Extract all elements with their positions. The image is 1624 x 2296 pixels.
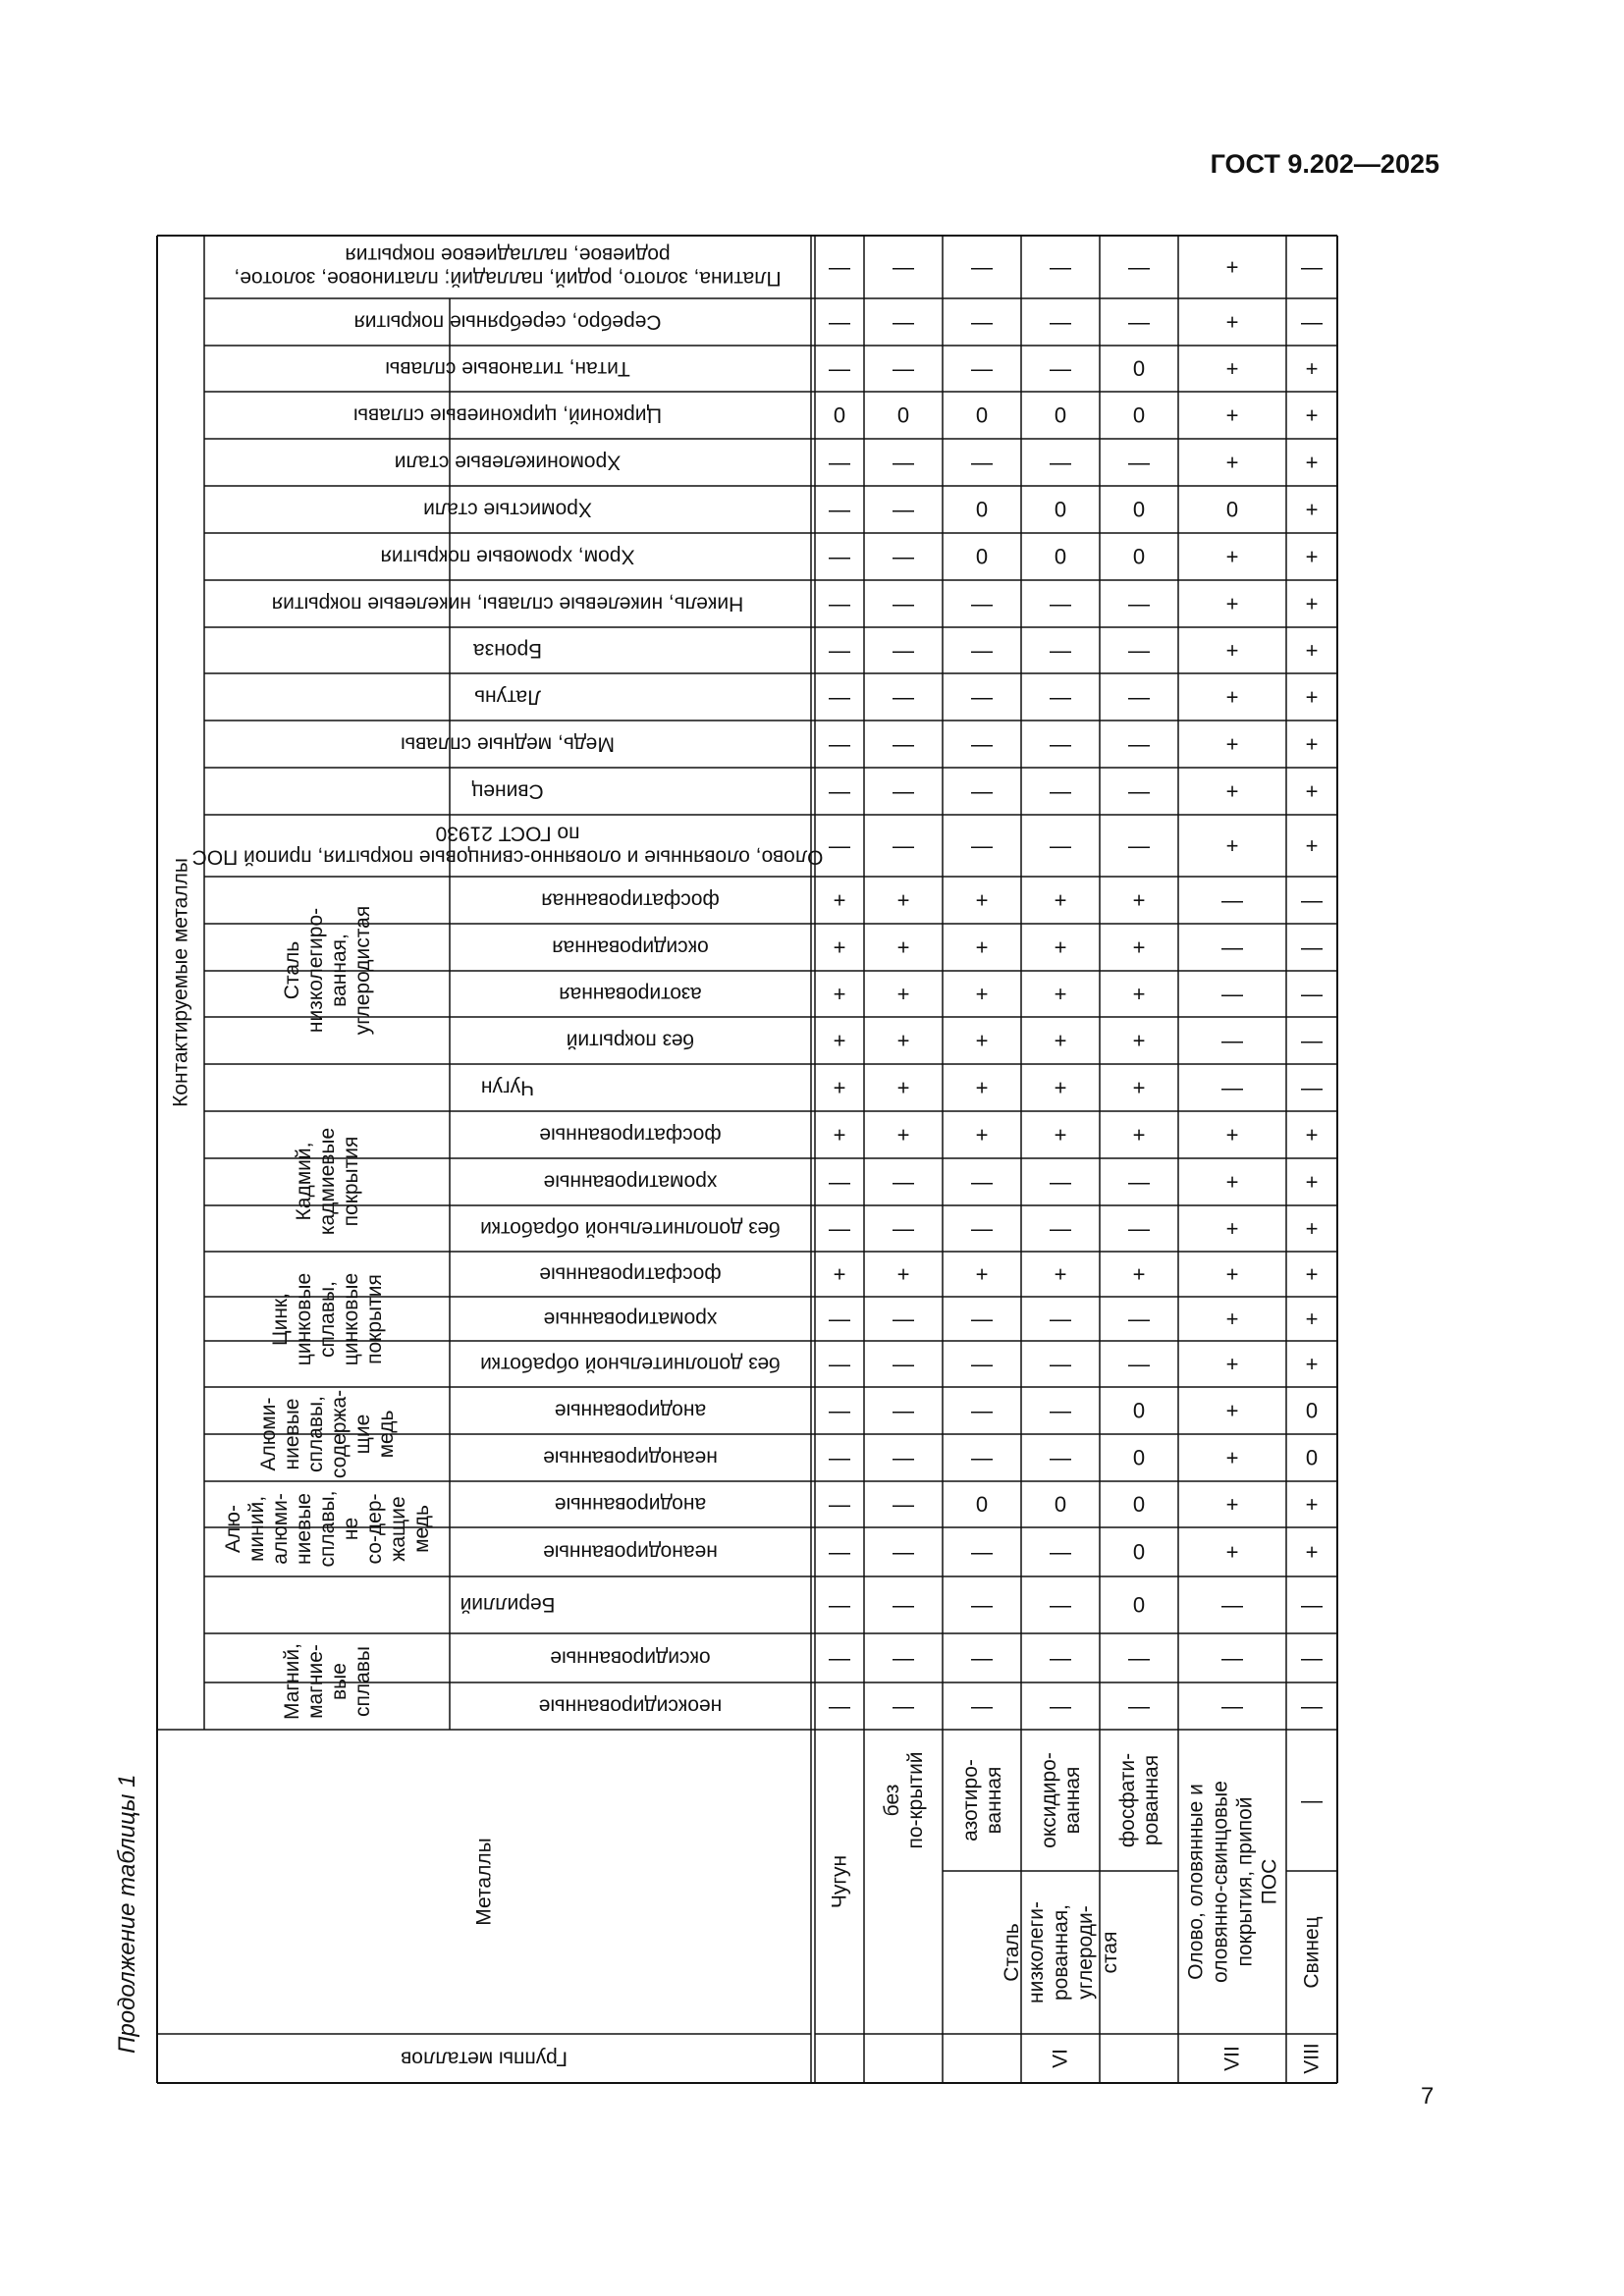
cell-value: + <box>833 1122 846 1148</box>
cell-value: + <box>1225 684 1239 710</box>
column-group-label: Хромистые стали <box>423 498 592 521</box>
cell-value: — <box>1050 1352 1071 1376</box>
cell-value: 0 <box>1225 497 1239 522</box>
column-group-label: Бронза <box>472 639 543 662</box>
cell-value: — <box>829 356 850 381</box>
cell-value: + <box>1132 887 1146 913</box>
cell-value: + <box>1225 1445 1239 1470</box>
cell-value: + <box>1305 591 1319 616</box>
cell-value: — <box>1128 309 1150 335</box>
cell-value: — <box>829 1307 850 1331</box>
cell-value: — <box>1050 1307 1071 1331</box>
cell-value: — <box>1128 731 1150 757</box>
cell-value: — <box>1050 591 1071 616</box>
cell-value: — <box>829 309 850 335</box>
cell-value: — <box>1128 1352 1150 1376</box>
cell-value: + <box>833 1028 846 1053</box>
cell-value: + <box>833 934 846 960</box>
column-group-label: Олово, оловянные и оловянно-свинцовые покрытия, припой ПОСпо ГОСТ 21930 <box>191 822 824 869</box>
cell-value: + <box>1305 638 1319 663</box>
cell-value: — <box>971 833 993 858</box>
cell-value: — <box>1301 1693 1323 1719</box>
cell-value: — <box>971 254 993 280</box>
cell-value: — <box>1221 1592 1243 1618</box>
cell-value: — <box>893 1693 914 1719</box>
column-sub-label: азотированная <box>559 983 702 1005</box>
cell-value: — <box>1128 778 1150 804</box>
cell-value: + <box>975 1261 989 1287</box>
cell-value: + <box>1305 497 1319 522</box>
cell-value: — <box>1128 1216 1150 1241</box>
cell-value: — <box>971 1592 993 1618</box>
cell-value: — <box>893 638 914 663</box>
row-metal-label: Чугун <box>828 1854 851 1909</box>
column-sub-label: оксидированная <box>552 935 709 959</box>
row-sub-label: — <box>1301 1788 1323 1813</box>
cell-value: — <box>1128 254 1150 280</box>
cell-value: — <box>893 1216 914 1241</box>
cell-value: + <box>1225 356 1239 381</box>
cell-value: — <box>971 638 993 663</box>
cell-value: — <box>971 1307 993 1331</box>
cell-value: — <box>829 591 850 616</box>
cell-value: — <box>893 1592 914 1618</box>
cell-value: + <box>896 1122 910 1148</box>
cell-value: — <box>1221 1028 1243 1053</box>
cell-value: + <box>1132 1028 1146 1053</box>
cell-value: + <box>1225 833 1239 858</box>
cell-value: — <box>1301 1028 1323 1053</box>
cell-value: — <box>829 1445 850 1470</box>
cell-value: + <box>1225 1307 1239 1331</box>
cell-value: + <box>975 1028 989 1053</box>
cell-value: — <box>1128 833 1150 858</box>
cell-value: + <box>1225 638 1239 663</box>
cell-value: — <box>971 731 993 757</box>
cell-value: 0 <box>975 1492 989 1517</box>
column-sub-label: без дополнительной обработки <box>480 1217 781 1240</box>
cell-value: + <box>975 982 989 1006</box>
cell-value: 0 <box>896 402 910 428</box>
cell-value: + <box>1225 591 1239 616</box>
cell-value: — <box>1301 1645 1323 1671</box>
cell-value: — <box>893 450 914 475</box>
cell-value: + <box>1305 1352 1319 1376</box>
cell-value: 0 <box>1132 1398 1146 1423</box>
cell-value: — <box>971 1693 993 1719</box>
cell-value: — <box>829 731 850 757</box>
cell-value: — <box>1050 638 1071 663</box>
cell-value: — <box>1050 1445 1071 1470</box>
cell-value: + <box>1132 1075 1146 1100</box>
cell-value: — <box>893 497 914 522</box>
cell-value: + <box>1225 309 1239 335</box>
cell-value: + <box>1054 1122 1067 1148</box>
cell-value: — <box>829 684 850 710</box>
cell-value: + <box>1132 934 1146 960</box>
cell-value: — <box>971 450 993 475</box>
cell-value: — <box>971 591 993 616</box>
column-sub-label: неоксидированные <box>538 1694 723 1718</box>
cell-value: + <box>1225 450 1239 475</box>
cell-value: + <box>1225 1169 1239 1195</box>
cell-value: + <box>896 887 910 913</box>
cell-value: — <box>1221 887 1243 913</box>
cell-value: — <box>971 1352 993 1376</box>
cell-value: 0 <box>1132 544 1146 569</box>
cell-value: 0 <box>1132 402 1146 428</box>
cell-value: — <box>1050 1216 1071 1241</box>
cell-value: + <box>1225 1539 1239 1565</box>
column-sub-label: анодированные <box>554 1399 707 1422</box>
cell-value: — <box>1221 1075 1243 1100</box>
cell-value: — <box>829 1398 850 1423</box>
cell-value: — <box>971 1398 993 1423</box>
cell-value: + <box>975 934 989 960</box>
cell-value: — <box>1301 254 1323 280</box>
cell-value: + <box>975 1122 989 1148</box>
cell-value: + <box>1225 1216 1239 1241</box>
cell-value: + <box>1305 402 1319 428</box>
cell-value: — <box>1050 1693 1071 1719</box>
column-group-label: Алю-миний,алюми-ниевыесплавы,несо-дер-жащиемедь <box>222 1490 433 1568</box>
cell-value: + <box>1225 1122 1239 1148</box>
cell-value: — <box>829 497 850 522</box>
column-sub-label: неанодированные <box>543 1446 718 1469</box>
column-group-label: Цирконий, циркониевые сплавы <box>352 403 663 427</box>
cell-value: + <box>1054 1261 1067 1287</box>
column-sub-label: анодированные <box>554 1493 707 1516</box>
cell-value: — <box>829 1592 850 1618</box>
cell-value: + <box>1054 1075 1067 1100</box>
cell-value: — <box>1050 1539 1071 1565</box>
column-group-label: Цинк,цинковыесплавы,цинковыепокрытия <box>269 1272 386 1366</box>
cell-value: + <box>833 1075 846 1100</box>
cell-value: — <box>829 638 850 663</box>
column-sub-label: неанодированные <box>543 1540 718 1564</box>
cell-value: — <box>893 1398 914 1423</box>
cell-value: — <box>1128 450 1150 475</box>
column-group-label: Серебро, серебряные покрытия <box>353 310 662 334</box>
column-sub-label: фосфатированные <box>539 1262 722 1286</box>
cell-value: — <box>1050 450 1071 475</box>
group-number: VIII <box>1300 2043 1324 2074</box>
cell-value: — <box>1128 684 1150 710</box>
cell-value: — <box>1050 356 1071 381</box>
cell-value: — <box>893 1169 914 1195</box>
cell-value: — <box>1050 833 1071 858</box>
cell-value: — <box>829 544 850 569</box>
cell-value: + <box>1132 1122 1146 1148</box>
row-sub-label: оксидиро-ванная <box>1038 1752 1084 1848</box>
cell-value: + <box>1225 402 1239 428</box>
column-sub-label: оксидированные <box>550 1646 711 1670</box>
cell-value: + <box>1305 778 1319 804</box>
cell-value: — <box>1301 982 1323 1006</box>
column-group-label: Кадмий,кадмиевыепокрытия <box>293 1127 362 1236</box>
cell-value: + <box>1225 778 1239 804</box>
column-sub-label: фосфатированные <box>539 1123 722 1147</box>
cell-value: + <box>833 1261 846 1287</box>
cell-value: + <box>1305 1492 1319 1517</box>
cell-value: — <box>893 1307 914 1331</box>
cell-value: + <box>1305 684 1319 710</box>
cell-value: + <box>1305 1122 1319 1148</box>
cell-value: — <box>1050 254 1071 280</box>
cell-value: — <box>971 1216 993 1241</box>
cell-value: — <box>971 1539 993 1565</box>
column-group-label: Хромоникелевые стали <box>394 451 622 474</box>
row-sub-label: фосфати-рованная <box>1116 1752 1163 1848</box>
column-group-label: Хром, хромовые покрытия <box>380 545 635 568</box>
cell-value: + <box>896 1261 910 1287</box>
cell-value: — <box>893 309 914 335</box>
cell-value: + <box>1305 1216 1319 1241</box>
cell-value: — <box>893 1445 914 1470</box>
column-group-label: Свинец <box>471 779 544 803</box>
cell-value: 0 <box>1305 1445 1319 1470</box>
row-sub-label: азотиро-ванная <box>959 1759 1005 1842</box>
cell-value: — <box>829 1169 850 1195</box>
cell-value: 0 <box>1132 1492 1146 1517</box>
cell-value: — <box>1301 887 1323 913</box>
cell-value: + <box>1305 833 1319 858</box>
cell-value: 0 <box>1054 497 1067 522</box>
column-group-label: Латунь <box>474 685 541 709</box>
cell-value: + <box>896 1075 910 1100</box>
cell-value: 0 <box>1132 1592 1146 1618</box>
cell-value: — <box>893 1645 914 1671</box>
cell-value: — <box>893 1352 914 1376</box>
corner-metals-label: Металлы <box>472 1838 496 1926</box>
cell-value: 0 <box>975 402 989 428</box>
column-group-label: Титан, титановые сплавы <box>385 357 630 380</box>
cell-value: 0 <box>1132 1445 1146 1470</box>
cell-value: — <box>1221 1645 1243 1671</box>
cell-value: + <box>1225 1398 1239 1423</box>
cell-value: + <box>1132 1261 1146 1287</box>
cell-value: — <box>893 1539 914 1565</box>
cell-value: — <box>1050 1169 1071 1195</box>
cell-value: — <box>893 356 914 381</box>
cell-value: + <box>1305 1169 1319 1195</box>
cell-value: + <box>1054 934 1067 960</box>
cell-value: — <box>971 1445 993 1470</box>
cell-value: — <box>971 309 993 335</box>
cell-value: — <box>829 1216 850 1241</box>
cell-value: — <box>971 1645 993 1671</box>
cell-value: 0 <box>1054 1492 1067 1517</box>
cell-value: + <box>1305 1539 1319 1565</box>
cell-value: — <box>829 254 850 280</box>
cell-value: + <box>1054 1028 1067 1053</box>
column-group-label: Никель, никелевые сплавы, никелевые покрытия <box>271 592 744 615</box>
cell-value: — <box>1301 309 1323 335</box>
cell-value: — <box>1128 591 1150 616</box>
cell-value: — <box>1050 684 1071 710</box>
cell-value: — <box>971 356 993 381</box>
cell-value: + <box>1132 982 1146 1006</box>
cell-value: — <box>893 778 914 804</box>
cell-value: — <box>1128 638 1150 663</box>
column-sub-label: без покрытий <box>566 1029 695 1052</box>
column-group-label: Алюми-ниевыесплавы,содержа-щиемедь <box>257 1389 398 1479</box>
cell-value: — <box>1050 1645 1071 1671</box>
cell-value: + <box>1225 1492 1239 1517</box>
cell-value: + <box>1225 1352 1239 1376</box>
row-metal-label: Стальнизколеги-рованная,углероди-стая <box>1001 1901 1121 2003</box>
column-sub-label: без дополнительной обработки <box>480 1353 781 1375</box>
column-group-label: Чугун <box>480 1076 535 1099</box>
cell-value: — <box>829 1693 850 1719</box>
cell-value: 0 <box>833 402 846 428</box>
cell-value: — <box>1050 1592 1071 1618</box>
cell-value: + <box>896 934 910 960</box>
cell-value: + <box>975 1075 989 1100</box>
cell-value: — <box>1050 1398 1071 1423</box>
cell-value: + <box>833 982 846 1006</box>
cell-value: + <box>1305 731 1319 757</box>
cell-value: 0 <box>1305 1398 1319 1423</box>
cell-value: — <box>1301 1592 1323 1618</box>
corner-groups-label: Группы металлов <box>401 2047 568 2070</box>
cell-value: — <box>971 1169 993 1195</box>
column-group-label: Платина, золото, родий, палладий; платиновое, золотое,родиевое, палладиевое покрытия <box>234 243 782 290</box>
column-sub-label: фосфатированная <box>541 888 720 912</box>
row-sub-label: безпо-крытий <box>881 1751 927 1849</box>
column-group-label: Медь, медные сплавы <box>401 732 615 756</box>
table-caption-text: Продолжение таблицы 1 <box>114 1774 140 2054</box>
column-group-label: Магний,магние-выесплавы <box>281 1643 374 1720</box>
cell-value: — <box>1301 934 1323 960</box>
cell-value: + <box>896 1028 910 1053</box>
cell-value: 0 <box>1054 544 1067 569</box>
cell-value: + <box>1225 1261 1239 1287</box>
cell-value: 0 <box>975 497 989 522</box>
cell-value: + <box>975 887 989 913</box>
cell-value: + <box>1305 356 1319 381</box>
cell-value: + <box>1305 1261 1319 1287</box>
column-group-label: Стальнизколегиро-ванная,углеродистая <box>281 905 374 1036</box>
cell-value: — <box>1221 1693 1243 1719</box>
cell-value: — <box>893 254 914 280</box>
cell-value: 0 <box>1132 497 1146 522</box>
cell-value: — <box>1050 731 1071 757</box>
cell-value: — <box>893 833 914 858</box>
cell-value: 0 <box>1054 402 1067 428</box>
cell-value: 0 <box>1132 356 1146 381</box>
cell-value: + <box>1305 450 1319 475</box>
cell-value: + <box>1054 887 1067 913</box>
cell-value: — <box>1128 1645 1150 1671</box>
column-sub-label: хроматированные <box>543 1308 718 1330</box>
document-id: ГОСТ 9.202—2025 <box>1210 149 1439 179</box>
cell-value: + <box>1305 544 1319 569</box>
cell-value: — <box>829 1352 850 1376</box>
cell-value: + <box>833 887 846 913</box>
cell-value: — <box>1221 934 1243 960</box>
cell-value: — <box>1128 1307 1150 1331</box>
cell-value: — <box>829 833 850 858</box>
row-metal-label: Свинец <box>1300 1916 1324 1989</box>
cell-value: — <box>893 731 914 757</box>
cell-value: — <box>893 684 914 710</box>
column-sub-label: хроматированные <box>543 1170 718 1194</box>
cell-value: — <box>893 591 914 616</box>
cell-value: — <box>1301 1075 1323 1100</box>
cell-value: + <box>896 982 910 1006</box>
page-number: 7 <box>1421 2083 1435 2109</box>
cell-value: — <box>829 778 850 804</box>
cell-value: — <box>829 1645 850 1671</box>
row-metal-label: Олово, оловянные иоловянно-свинцовыепокрытия, припойПОС <box>1184 1781 1281 1983</box>
group-number: VI <box>1049 2049 1072 2068</box>
group-number: VII <box>1220 2046 1244 2071</box>
cell-value: + <box>1225 544 1239 569</box>
cell-value: — <box>893 1492 914 1517</box>
cell-value: — <box>1221 982 1243 1006</box>
cell-value: — <box>829 1492 850 1517</box>
cell-value: — <box>1128 1169 1150 1195</box>
cell-value: — <box>1128 1693 1150 1719</box>
cell-value: — <box>893 544 914 569</box>
cell-value: — <box>829 450 850 475</box>
cell-value: 0 <box>975 544 989 569</box>
cell-value: + <box>1225 254 1239 280</box>
top-header-label: Контактируемые металлы <box>169 858 192 1107</box>
column-group-label: Бериллий <box>460 1593 556 1616</box>
cell-value: + <box>1225 731 1239 757</box>
cell-value: — <box>971 778 993 804</box>
cell-value: + <box>1054 982 1067 1006</box>
cell-value: + <box>1305 1307 1319 1331</box>
cell-value: — <box>1050 309 1071 335</box>
cell-value: 0 <box>1132 1539 1146 1565</box>
cell-value: — <box>971 684 993 710</box>
cell-value: — <box>1050 778 1071 804</box>
cell-value: — <box>829 1539 850 1565</box>
